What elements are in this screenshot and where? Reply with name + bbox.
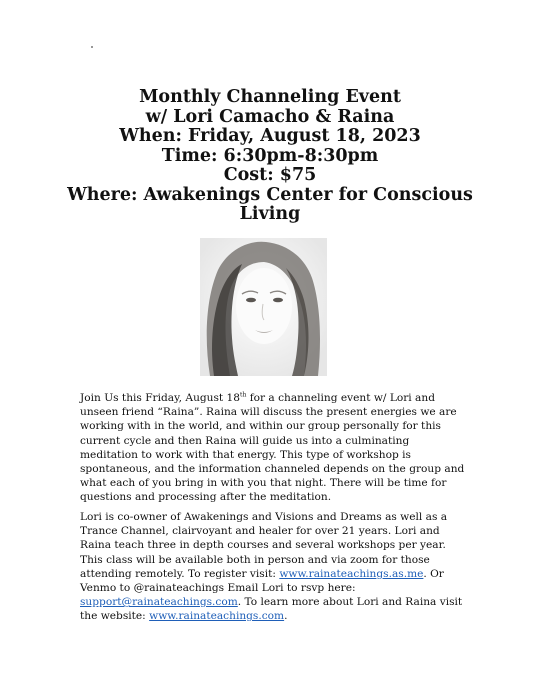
event-cost: Cost: $75 bbox=[223, 165, 317, 185]
bio-text-2: . Or Venmo to @rainateachings Email Lori to rsvp here: bbox=[80, 567, 444, 595]
register-link[interactable]: www.rainateachings.as.me bbox=[279, 567, 424, 580]
date-ordinal-suffix: th bbox=[240, 391, 247, 399]
event-heading bbox=[60, 88, 480, 225]
description-body: for a channeling event w/ Lori and unseen friend “Raina”. Raina will discuss the present energies we are working with in the world, and within our group personally for this current cycle and then Raina will guide us into a culminating meditation to work with that energy. This type of workshop is spontaneous, and the information channeled depends on the group and what each of you bring in with you that night. There will be time for questions and processing after the meditation. bbox=[80, 392, 465, 504]
event-time: Time: 6:30pm-8:30pm bbox=[161, 145, 379, 166]
portrait-photo bbox=[200, 238, 327, 376]
portrait-illustration bbox=[200, 238, 327, 376]
description-lead: Join Us this Friday, August 18 bbox=[80, 392, 241, 404]
event-location: Where: Awakenings Center for Conscious Living bbox=[67, 184, 473, 224]
bio-text-1: Lori is co-owner of Awakenings and Visions and Dreams as well as a Trance Channel, clairvoyant and healer for over 21 years. Lori and Raina teach three in depth courses and several workshops per year. This class will be available both in person and via zoom for those attending remotely. To register visit: bbox=[80, 511, 448, 580]
website-link[interactable]: www.rainateachings.com bbox=[149, 610, 285, 623]
host-bio bbox=[80, 510, 465, 624]
event-date: When: Friday, August 18, 2023 bbox=[119, 126, 421, 146]
scan-speck bbox=[91, 46, 93, 48]
bio-text-3: . To learn more about Lori and Raina visit the website: bbox=[80, 596, 463, 623]
event-title: Monthly Channeling Event bbox=[139, 87, 401, 107]
event-description bbox=[80, 391, 465, 505]
event-hosts: w/ Lori Camacho & Raina bbox=[145, 106, 395, 127]
support-email-link[interactable]: support@rainateachings.com bbox=[80, 596, 238, 609]
bio-text-4: . bbox=[284, 610, 288, 623]
